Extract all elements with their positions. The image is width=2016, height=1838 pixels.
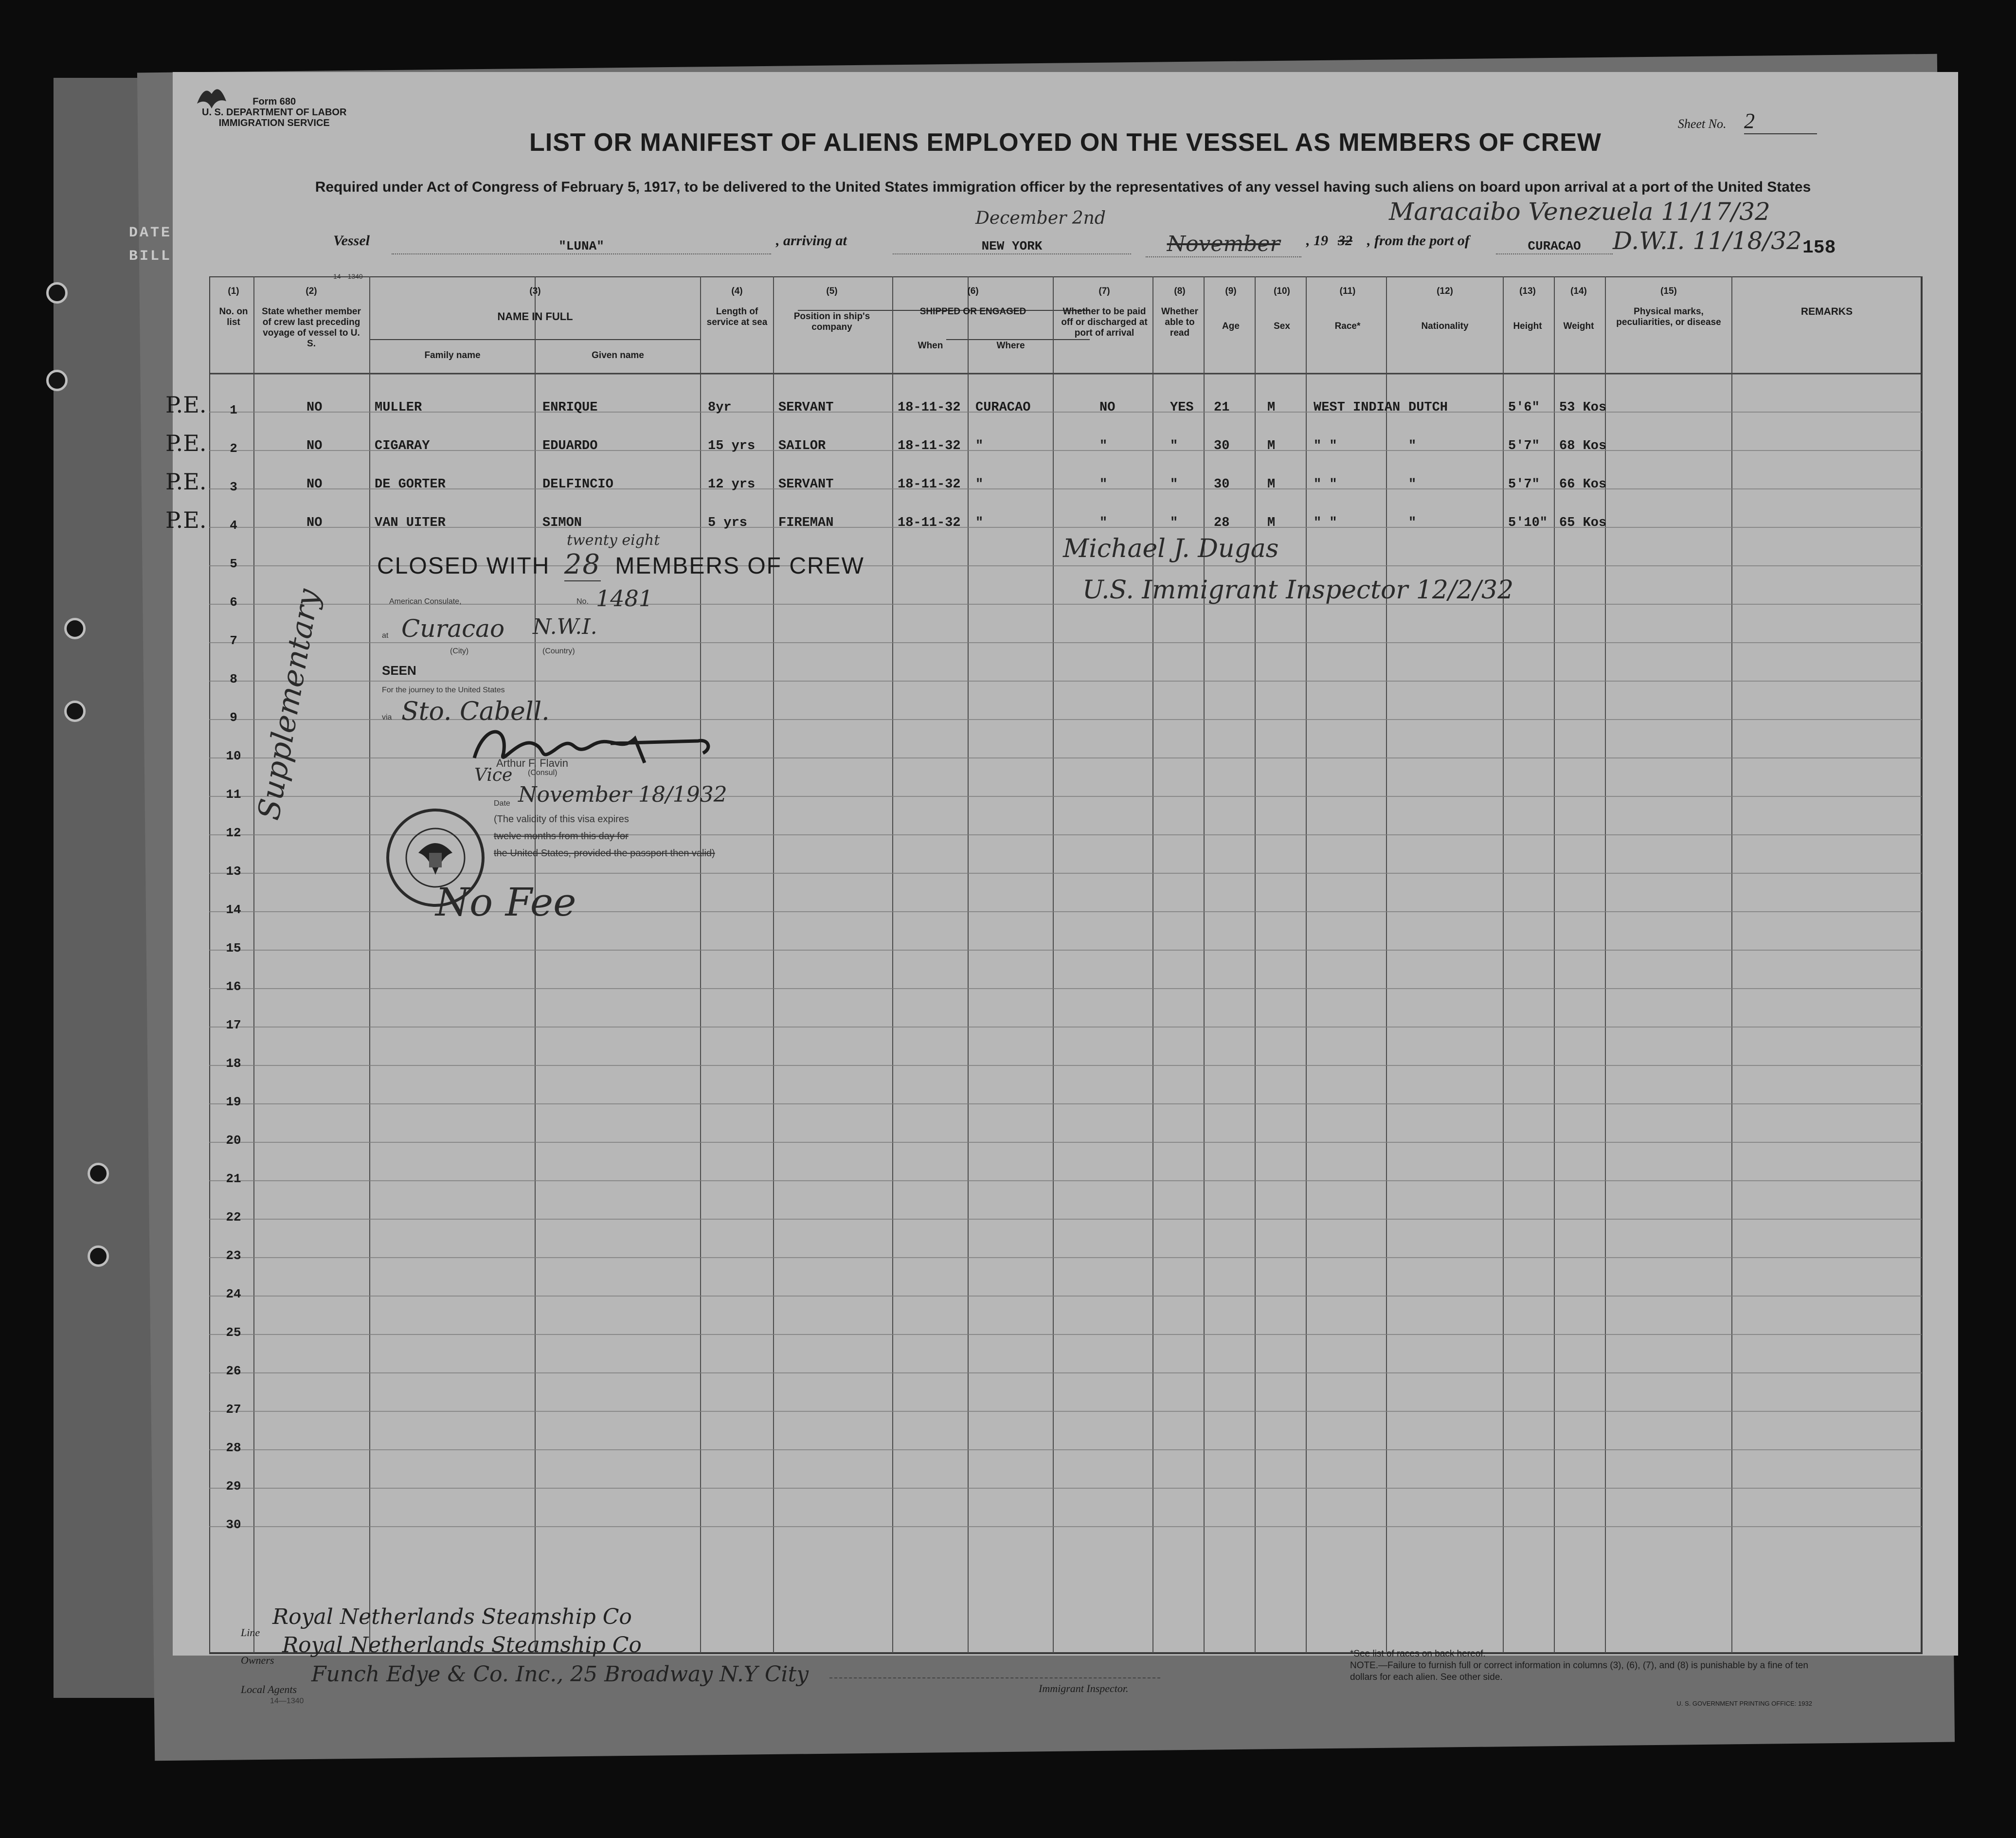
crew-paid-off: " <box>1099 516 1108 530</box>
crew-shipped-where: " <box>975 516 984 530</box>
row-number: 10 <box>226 749 241 763</box>
crew-weight: 66 Kos <box>1559 477 1607 492</box>
consul-role-handwritten: Vice <box>474 765 513 785</box>
crew-paid-off: NO <box>1099 400 1116 415</box>
crew-length-of-service: 12 yrs <box>708 477 756 492</box>
row-number: 20 <box>226 1133 241 1148</box>
row-number: 5 <box>230 557 237 571</box>
crew-given-name: ENRIQUE <box>542 400 598 415</box>
service-name: IMMIGRATION SERVICE <box>218 118 330 128</box>
col-15-header: (15) Physical marks, peculiarities, or disease <box>1616 286 1721 327</box>
crew-position: SAILOR <box>778 439 826 453</box>
pe-mark: P.E. <box>165 392 207 418</box>
col-9-header: (9) Age <box>1222 286 1240 331</box>
crew-length-of-service: 5 yrs <box>708 516 748 530</box>
binder-hole <box>64 701 86 722</box>
crew-previous-voyage: NO <box>306 439 323 453</box>
sheet-number-value: 2 <box>1744 108 1817 134</box>
crew-race: " " <box>1314 516 1337 530</box>
crew-age: 30 <box>1214 439 1230 453</box>
arrival-date-handwritten: December 2nd <box>975 208 1106 228</box>
col-12-header: (12) Nationality <box>1421 286 1469 331</box>
validity-line-1: (The validity of this visa expires <box>494 814 629 825</box>
from-port-handwritten: D.W.I. 11/18/32 <box>1613 227 1802 255</box>
pe-mark: P.E. <box>165 507 207 533</box>
visa-number-handwritten: 1481 <box>596 585 653 612</box>
document-title: LIST OR MANIFEST OF ALIENS EMPLOYED ON THE VESSEL AS MEMBERS OF CREW <box>529 128 1602 157</box>
crew-sex: M <box>1267 516 1276 530</box>
date-label: Date <box>494 799 510 808</box>
city-caption: (City) <box>450 647 469 655</box>
sheet-number-label: Sheet No. <box>1677 117 1727 131</box>
department-name: U. S. DEPARTMENT OF LABOR <box>202 107 347 118</box>
row-number: 15 <box>226 941 241 955</box>
form-identifier <box>202 96 346 128</box>
crew-paid-off: " <box>1099 439 1108 453</box>
col-3-given-header: Given name <box>592 350 644 360</box>
from-label: , from the port of <box>1367 233 1470 249</box>
crew-weight: 65 Kos <box>1559 516 1607 530</box>
crew-family-name: CIGARAY <box>375 439 430 453</box>
row-number: 19 <box>226 1095 241 1109</box>
crew-race: " " <box>1314 477 1337 492</box>
crew-position: FIREMAN <box>778 516 834 530</box>
from-port: CURACAO <box>1496 239 1613 254</box>
crew-able-to-read: YES <box>1170 400 1194 415</box>
footnote-penalty: NOTE.—Failure to furnish full or correct information in columns (3), (6), (7), and (8) is punishable by a fine of ten dollars for each alien. See other side. <box>1350 1660 1808 1682</box>
col-8-header: (8) Whether able to read <box>1161 286 1198 338</box>
crew-previous-voyage: NO <box>306 516 323 530</box>
consulate-city-handwritten: Curacao <box>401 614 505 643</box>
crew-shipped-where: " <box>975 477 984 492</box>
row-number: 2 <box>230 441 237 456</box>
agents-label: Local Agents <box>241 1683 297 1695</box>
crew-nationality: " <box>1408 516 1417 530</box>
form-number: Form 680 <box>252 96 296 107</box>
via-handwritten: Sto. Cabell. <box>401 697 550 726</box>
crew-nationality: " <box>1408 477 1417 492</box>
col-4-header: (4) Length of service at sea <box>706 286 768 327</box>
crew-age: 30 <box>1214 477 1230 492</box>
row-number: 29 <box>226 1479 241 1494</box>
binder-hole <box>64 618 86 639</box>
col-7-header: (7) Whether to be paid off or discharged at port of arrival <box>1061 286 1148 338</box>
no-fee-handwritten: No Fee <box>435 880 576 925</box>
crew-count-handwritten: 28 <box>564 549 601 580</box>
seen-label: SEEN <box>382 663 416 678</box>
validity-line-3: the United States, provided the passport then valid) <box>494 848 715 859</box>
side-stamp-bill: BILL <box>129 248 172 265</box>
row-number: 6 <box>230 595 237 610</box>
crew-nationality: " <box>1408 439 1417 453</box>
col-14-header: (14) Weight <box>1563 286 1594 331</box>
crew-weight: 68 Kos <box>1559 439 1607 453</box>
row-number: 11 <box>226 787 241 802</box>
year-value: 32 <box>1338 233 1352 249</box>
manifest-grid <box>209 276 1961 1658</box>
year-label: , 19 <box>1306 233 1328 249</box>
crew-height: 5'6" <box>1508 400 1540 415</box>
col-10-header: (10) Sex <box>1274 286 1290 331</box>
row-number: 22 <box>226 1210 241 1225</box>
row-number: 1 <box>230 403 237 417</box>
manifest-sheet <box>165 72 1958 1707</box>
supplementary-handwritten: Supplementary <box>251 586 326 823</box>
footnotes <box>1350 1648 1812 1710</box>
members-of-crew-text: MEMBERS OF CREW <box>615 553 864 579</box>
arrival-date-printed: November <box>1146 232 1301 257</box>
binder-hole <box>88 1163 109 1184</box>
crew-height: 5'7" <box>1508 439 1540 453</box>
consul-caption: (Consul) <box>528 769 558 777</box>
col-2-header: (2) State whether member of crew last preceding voyage of vessel to U. S. <box>262 286 361 349</box>
crew-given-name: SIMON <box>542 516 582 530</box>
closed-stamp <box>377 549 864 580</box>
crew-race: WEST INDIAN <box>1314 400 1401 415</box>
consulate-country-handwritten: N.W.I. <box>533 614 597 639</box>
country-caption: (Country) <box>542 647 575 655</box>
crew-given-name: EDUARDO <box>542 439 598 453</box>
validity-line-2: twelve months from this day for <box>494 831 629 842</box>
row-number: 23 <box>226 1248 241 1263</box>
side-stamp <box>129 221 172 268</box>
row-number: 27 <box>226 1402 241 1417</box>
col-5-header: (5) Position in ship's company <box>793 286 870 332</box>
form-code-top: 14—1340 <box>333 272 363 280</box>
crew-length-of-service: 15 yrs <box>708 439 756 453</box>
row-number: 3 <box>230 480 237 494</box>
inspector-title-handwritten: U.S. Immigrant Inspector 12/2/32 <box>1082 576 1514 605</box>
crew-age: 28 <box>1214 516 1230 530</box>
immigrant-inspector-label: Immigrant Inspector. <box>1039 1682 1129 1694</box>
arriving-label: , arriving at <box>776 233 847 249</box>
row-number: 24 <box>226 1287 241 1301</box>
crew-age: 21 <box>1214 400 1230 415</box>
arrival-port: NEW YORK <box>893 239 1131 254</box>
crew-shipped-where: " <box>975 439 984 453</box>
remarks-header: REMARKS <box>1800 306 1853 317</box>
row-number: 8 <box>230 672 237 686</box>
row-number: 26 <box>226 1364 241 1378</box>
inspector-signature: Michael J. Dugas <box>1063 534 1279 563</box>
crew-shipped-when: 18-11-32 <box>898 400 961 415</box>
agents-handwritten: Funch Edye & Co. Inc., 25 Broadway N.Y City <box>311 1662 809 1687</box>
row-number: 12 <box>226 826 241 840</box>
crew-length-of-service: 8yr <box>708 400 732 415</box>
owners-label: Owners <box>241 1654 274 1666</box>
crew-shipped-when: 18-11-32 <box>898 516 961 530</box>
crew-count-words-handwritten: twenty eight <box>567 532 660 549</box>
crew-family-name: VAN UITER <box>375 516 446 530</box>
line-label: Line <box>241 1626 260 1639</box>
vessel-name: "LUNA" <box>392 239 771 254</box>
crew-paid-off: " <box>1099 477 1108 492</box>
crew-previous-voyage: NO <box>306 477 323 492</box>
via-label: via <box>382 713 392 721</box>
crew-previous-voyage: NO <box>306 400 323 415</box>
crew-shipped-when: 18-11-32 <box>898 477 961 492</box>
col-6-header: (6) SHIPPED OR ENGAGED <box>919 286 1026 317</box>
col-6-where-header: Where <box>996 341 1025 351</box>
crew-height: 5'7" <box>1508 477 1540 492</box>
row-number: 7 <box>230 633 237 648</box>
col-3-header: (3) NAME IN FULL <box>497 286 573 323</box>
crew-given-name: DELFINCIO <box>542 477 613 492</box>
consulate-label: American Consulate, <box>389 597 462 606</box>
row-number: 18 <box>226 1056 241 1071</box>
at-label: at <box>382 631 389 640</box>
vessel-label: Vessel <box>333 233 370 249</box>
visa-date-handwritten: November 18/1932 <box>518 782 727 807</box>
consul-printed-name: Arthur F. Flavin <box>496 757 568 769</box>
col-6-when-header: When <box>918 341 943 351</box>
printer-imprint: U. S. GOVERNMENT PRINTING OFFICE: 1932 <box>1676 1700 1812 1707</box>
crew-sex: M <box>1267 439 1276 453</box>
binder-hole <box>46 370 68 391</box>
row-number: 30 <box>226 1517 241 1532</box>
inspector-signature-line <box>829 1677 1160 1678</box>
via-port-handwritten: Maracaibo Venezuela 11/17/32 <box>1389 198 1770 226</box>
row-number: 4 <box>230 518 237 533</box>
crew-height: 5'10" <box>1508 516 1548 530</box>
col-11-header: (11) Race* <box>1334 286 1361 331</box>
crew-shipped-where: CURACAO <box>975 400 1031 415</box>
row-number: 13 <box>226 864 241 879</box>
journey-label: For the journey to the United States <box>382 686 505 694</box>
crew-weight: 53 Kos <box>1559 400 1607 415</box>
consulate-seal-icon <box>384 807 486 909</box>
document-subtitle: Required under Act of Congress of February 5, 1917, to be delivered to the United States immigration officer by the representatives of any vessel having such aliens on board upon arrival at a port of the United States <box>315 179 1811 195</box>
binder-hole <box>46 282 68 304</box>
crew-position: SERVANT <box>778 477 834 492</box>
closed-with-text: CLOSED WITH <box>377 553 550 579</box>
col-1-header: (1) No. on list <box>219 286 248 327</box>
form-code-bottom: 14—1340 <box>270 1697 304 1705</box>
crew-able-to-read: " <box>1170 439 1178 453</box>
col-13-header: (13) Height <box>1513 286 1542 331</box>
crew-family-name: DE GORTER <box>375 477 446 492</box>
footnote-races: *See list of races on back hereof. <box>1350 1649 1486 1659</box>
row-number: 21 <box>226 1171 241 1186</box>
pe-mark: P.E. <box>165 469 207 495</box>
row-number: 17 <box>226 1018 241 1032</box>
row-number: 25 <box>226 1325 241 1340</box>
crew-family-name: MULLER <box>375 400 422 415</box>
crew-able-to-read: " <box>1170 477 1178 492</box>
pe-mark: P.E. <box>165 430 207 456</box>
binder-hole <box>88 1245 109 1267</box>
row-number: 16 <box>226 979 241 994</box>
row-number: 28 <box>226 1441 241 1455</box>
crew-position: SERVANT <box>778 400 834 415</box>
row-number: 14 <box>226 902 241 917</box>
row-number: 9 <box>230 710 237 725</box>
crew-sex: M <box>1267 400 1276 415</box>
crew-race: " " <box>1314 439 1337 453</box>
col-3-family-header: Family name <box>424 350 481 360</box>
page-number: 158 <box>1802 237 1836 258</box>
side-stamp-date: DATE <box>129 225 172 241</box>
line-handwritten: Royal Netherlands Steamship Co <box>272 1604 632 1629</box>
crew-able-to-read: " <box>1170 516 1178 530</box>
visa-no-label: No. <box>576 597 589 606</box>
crew-sex: M <box>1267 477 1276 492</box>
crew-nationality: DUTCH <box>1408 400 1448 415</box>
crew-shipped-when: 18-11-32 <box>898 439 961 453</box>
owners-handwritten: Royal Netherlands Steamship Co <box>282 1633 642 1658</box>
